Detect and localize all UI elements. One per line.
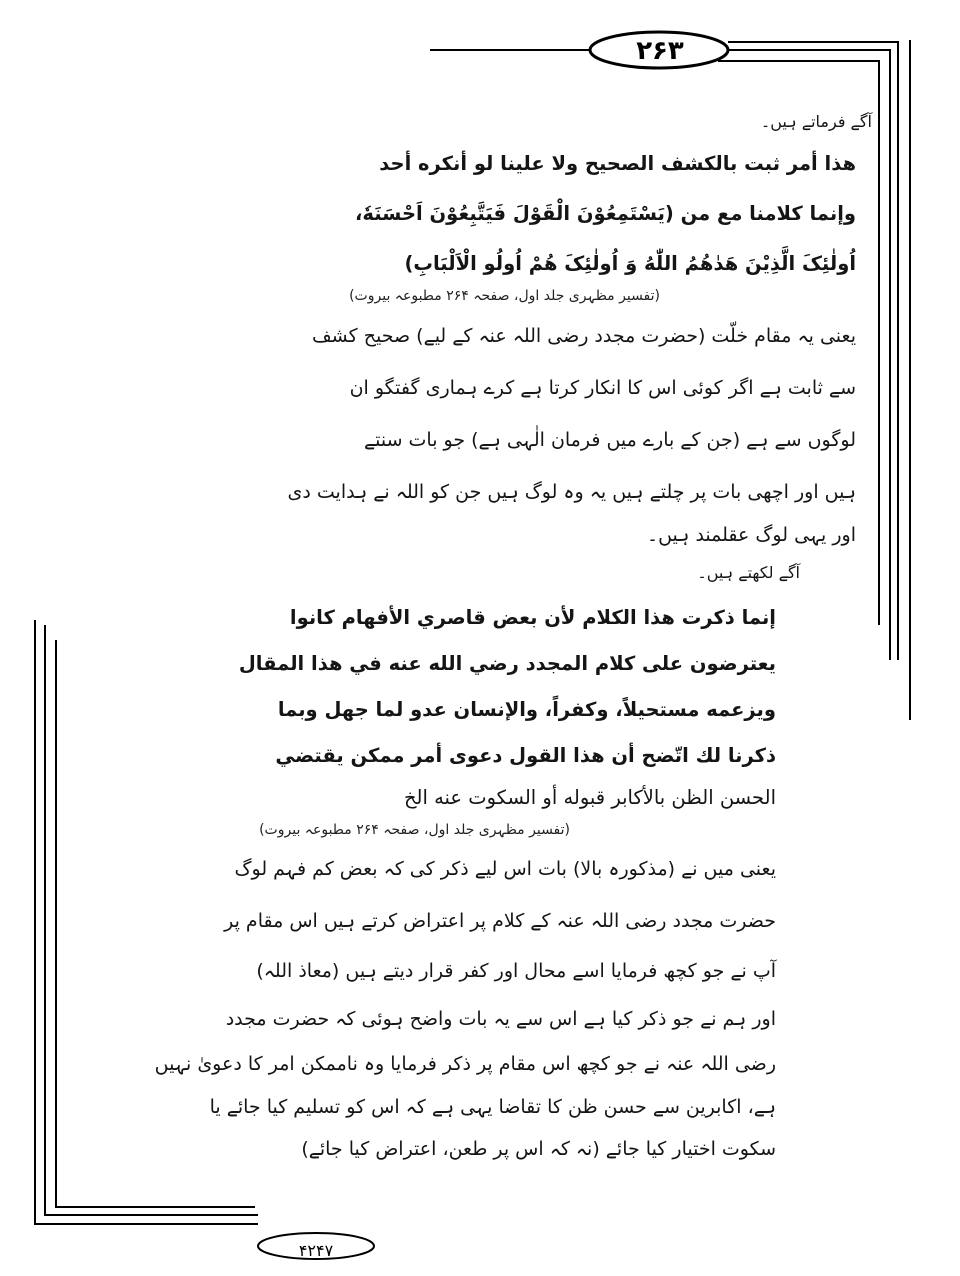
top-page-number: ۲۶۳ bbox=[636, 36, 684, 66]
section2-urdu-line: ہے، اکابرین سے حسن ظن کا تقاضا یہی ہے کہ اس کو تسلیم کیا جائے یا bbox=[209, 1096, 776, 1118]
section1-arabic-line: وإنما كلامنا مع من (يَسْتَمِعُوْنَ الْقَوْلَ فَيَتَّبِعُوْنَ اَحْسَنَهٗ، bbox=[354, 202, 856, 225]
section1-urdu-line: ہیں اور اچھی بات پر چلتے ہیں یہ وہ لوگ ہیں جن کو اللہ نے ہدایت دی bbox=[287, 481, 856, 503]
section2-arabic-line: ذكرنا لك اتّضح أن هذا القول دعوى أمر ممكن يقتضي bbox=[275, 744, 776, 767]
section2-arabic-line: ويزعمه مستحيلاً، وكفراً، والإنسان عدو لما جهل وبما bbox=[277, 698, 776, 721]
section1-urdu-line: اور یہی لوگ عقلمند ہیں۔ bbox=[646, 524, 856, 546]
section2-arabic-line: يعترضون على كلام المجدد رضي الله عنه في هذا المقال bbox=[238, 652, 776, 675]
section2-reference: (تفسیر مظہری جلد اول، صفحہ ۲۶۴ مطبوعہ بیروت) bbox=[259, 822, 570, 838]
section2-urdu-line: رضی اللہ عنہ نے جو کچھ اس مقام پر ذکر فرمایا وہ ناممکن امر کا دعویٰ نہیں bbox=[154, 1053, 776, 1075]
section1-reference: (تفسیر مظہری جلد اول، صفحہ ۲۶۴ مطبوعہ بیروت) bbox=[349, 288, 660, 304]
section2-arabic-line: الحسن الظن بالأكابر قبوله أو السكوت عنه الخ bbox=[403, 786, 776, 809]
section2-arabic-line: إنما ذكرت هذا الكلام لأن بعض قاصري الأفهام كانوا bbox=[289, 606, 776, 629]
section2-heading: آگے لکھتے ہیں۔ bbox=[697, 563, 800, 582]
section2-urdu-line: حضرت مجدد رضی اللہ عنہ کے کلام پر اعتراض کرتے ہیں اس مقام پر bbox=[224, 910, 776, 932]
section1-urdu-line: یعنی یہ مقام خلّت (حضرت مجدد رضی اللہ عنہ کے لیے) صحیح کشف bbox=[312, 325, 856, 347]
section1-arabic-line: هذا أمر ثبت بالكشف الصحيح ولا علينا لو أنكره أحد bbox=[379, 152, 856, 175]
section1-arabic-line: اُولٰئِکَ الَّذِیْنَ هَدٰهُمُ اللّٰهُ وَ اُولٰئِکَ هُمْ اُولُو الْاَلْبَابِ) bbox=[404, 252, 856, 275]
section2-urdu-line: یعنی میں نے (مذکورہ بالا) بات اس لیے ذکر کی کہ بعض کم فہم لوگ bbox=[234, 858, 776, 880]
section1-heading: آگے فرماتے ہیں۔ bbox=[760, 112, 872, 131]
section1-urdu-line: لوگوں سے ہے (جن کے بارے میں فرمان الٰہی ہے) جو بات سنتے bbox=[363, 429, 856, 451]
section2-urdu-line: اور ہم نے جو ذکر کیا ہے اس سے یہ بات واضح ہوئی کہ حضرت مجدد bbox=[225, 1008, 776, 1030]
section2-urdu-line: سکوت اختیار کیا جائے (نہ کہ اس پر طعن، اعتراض کیا جائے) bbox=[301, 1138, 776, 1160]
section1-urdu-line: سے ثابت ہے اگر کوئی اس کا انکار کرتا ہے کرے ہماری گفتگو ان bbox=[349, 377, 856, 399]
section2-urdu-line: آپ نے جو کچھ فرمایا اسے محال اور کفر قرار دیتے ہیں (معاذ اللہ) bbox=[256, 960, 776, 982]
bottom-page-number: ۴۲۴۷ bbox=[298, 1241, 334, 1260]
